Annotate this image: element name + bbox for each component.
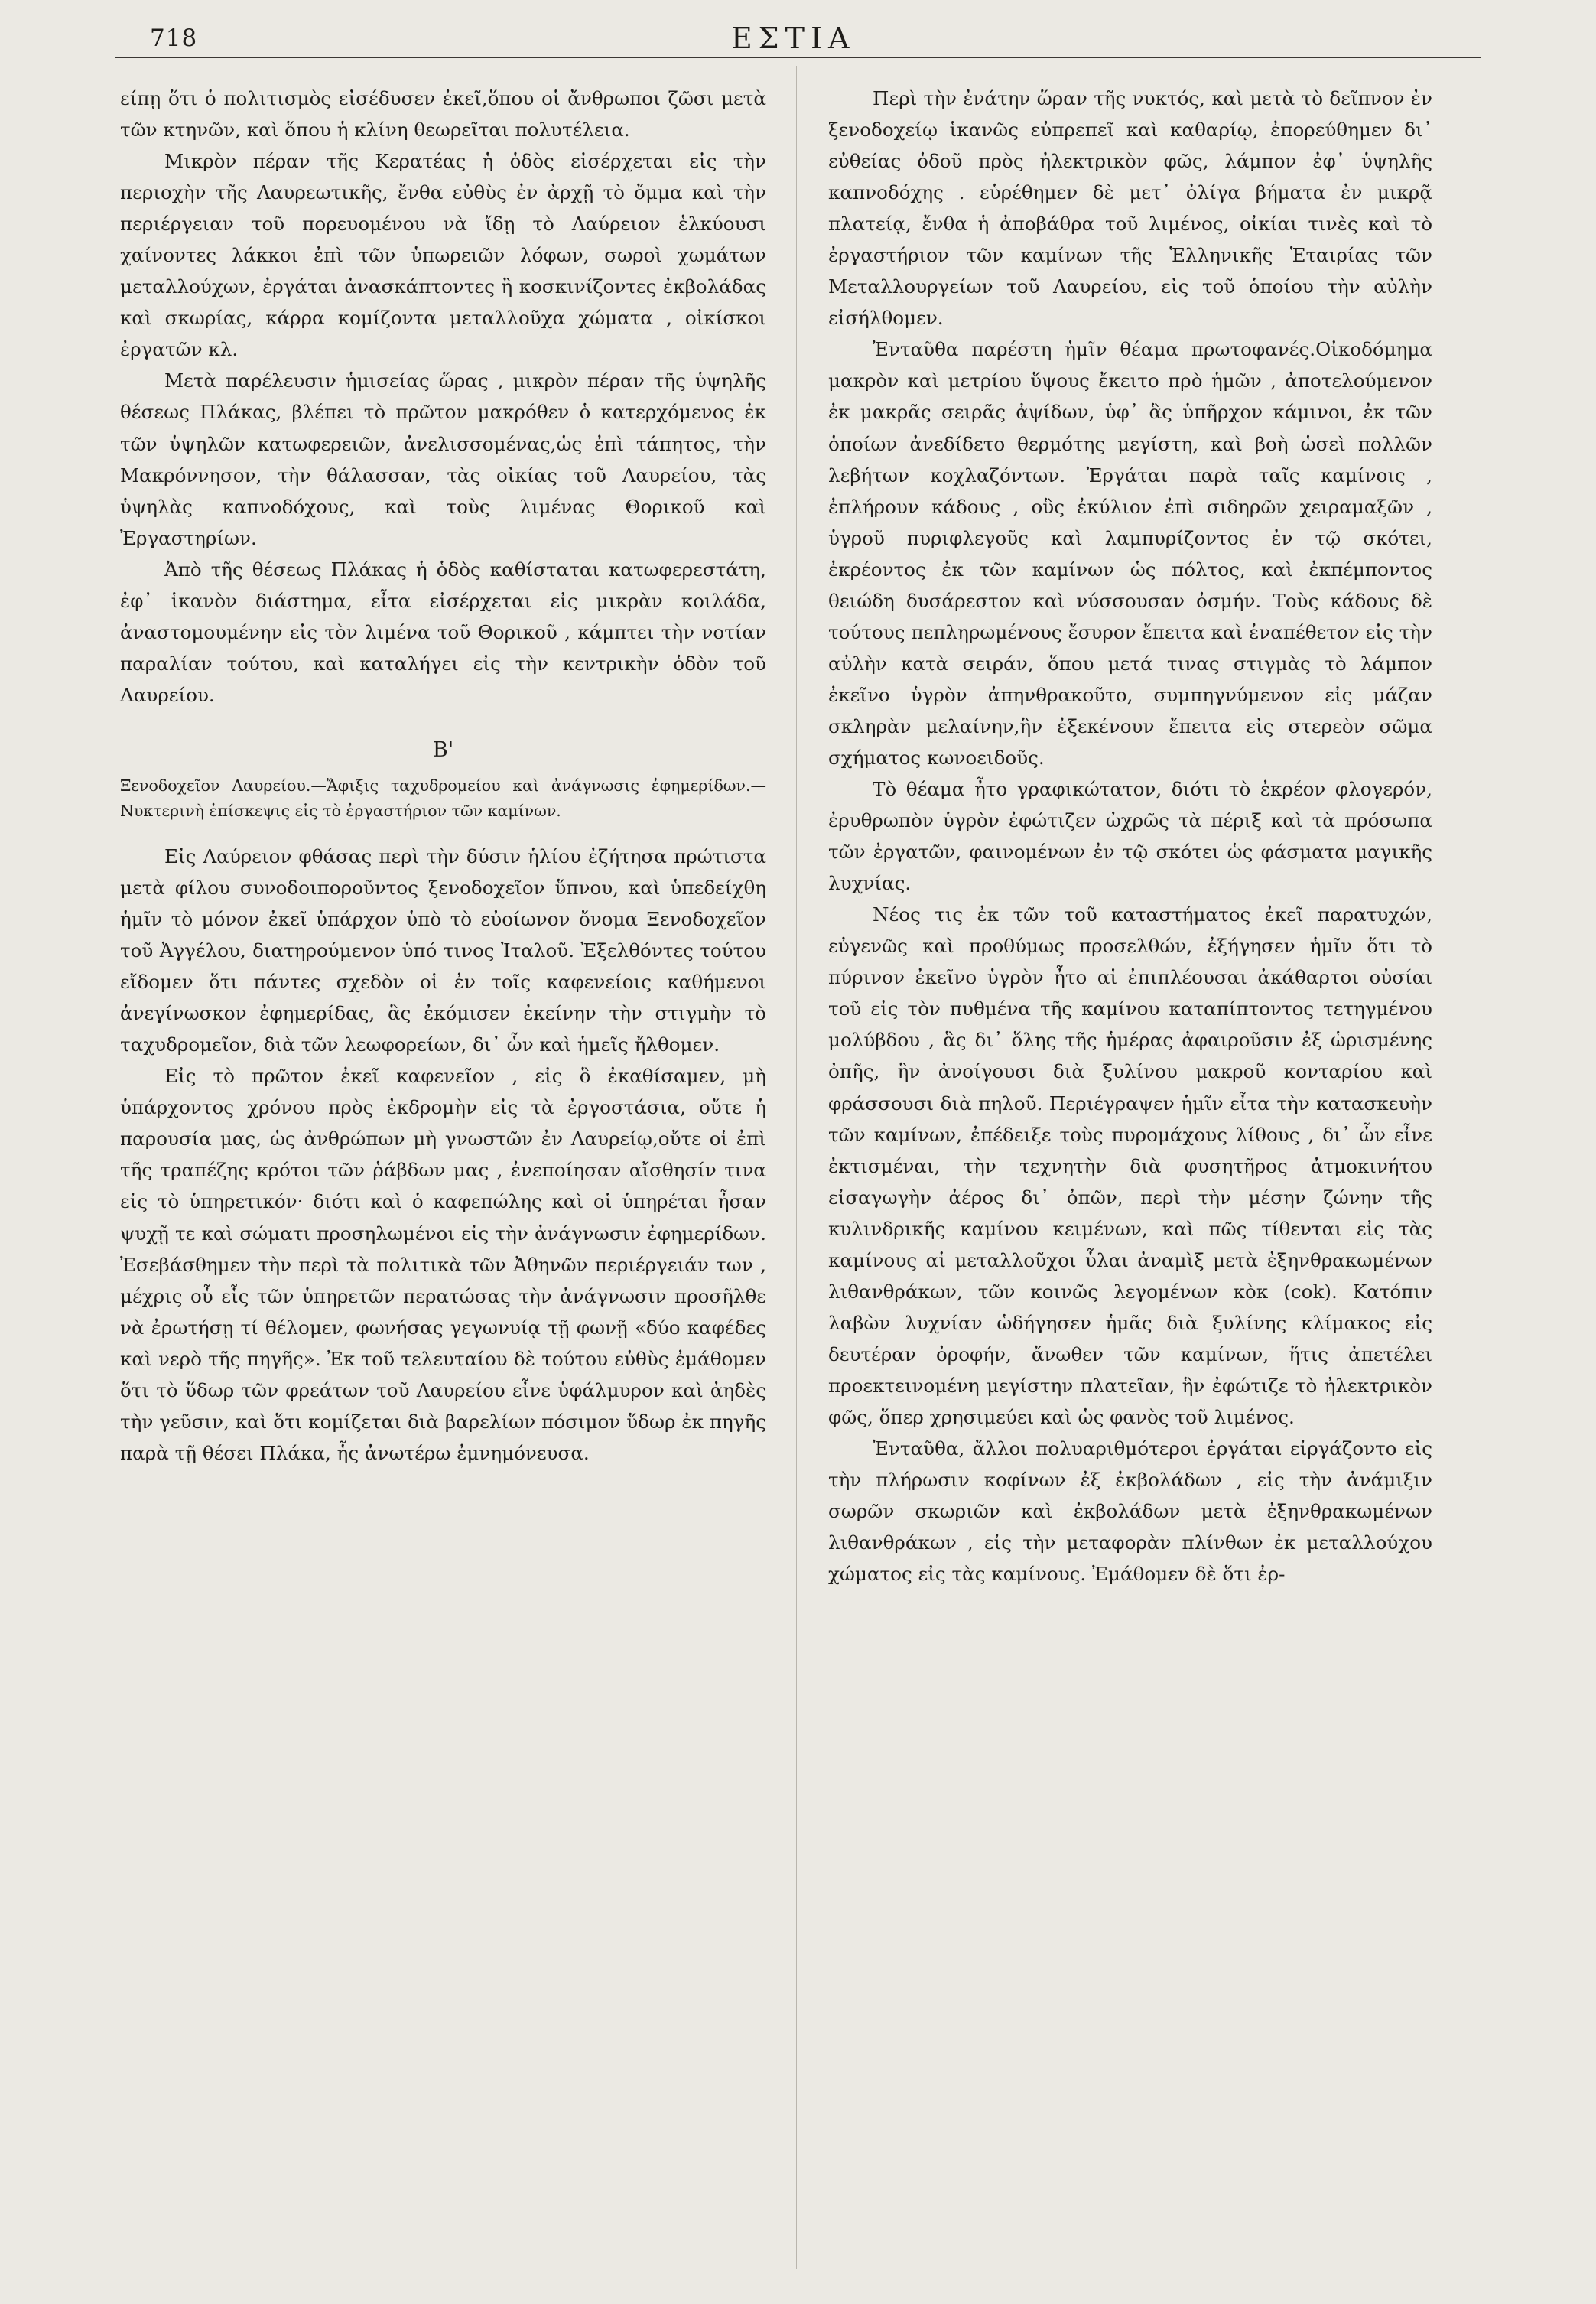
right-column [828, 83, 1432, 1590]
paragraph: Μικρὸν πέραν τῆς Κερατέας ἡ ὁδὸς εἰσέρχεται εἰς τὴν περιοχὴν τῆς Λαυρεωτικῆς, ἔνθα εὐθὺς ἐν ἀρχῇ τὸ ὄμμα καὶ τὴν περιέργειαν τοῦ πορευομένου νὰ ἴδῃ τὸ Λαύρειον ἑλκύουσι χαίνοντες λάκκοι ἐπὶ τῶν ὑπωρειῶν λόφων, σωροὶ χωμάτων μεταλλούχων, ἐργάται ἀνασκάπτοντες ἢ κοσκινίζοντες ἐκβολάδας καὶ σκωρίας, κάρρα κομίζοντα μεταλλοῦχα χώματα , οἰκίσκοι ἐργατῶν κλ. [120, 150, 766, 361]
paragraph: Περὶ τὴν ἐνάτην ὥραν τῆς νυκτός, καὶ μετὰ τὸ δεῖπνον ἐν ξενοδοχείῳ ἱκανῶς εὐπρεπεῖ καὶ καθαρίῳ, ἐπορεύθημεν δι᾽ εὐθείας ὁδοῦ πρὸς ἠλεκτρικὸν φῶς, λάμπον ἐφ᾽ ὑψηλῆς καπνοδόχης . εὑρέθημεν δὲ μετ᾽ ὀλίγα βήματα ἐν μικρᾷ πλατείᾳ, ἔνθα ἡ ἀποβάθρα τοῦ λιμένος, οἰκίαι τινὲς καὶ τὸ ἐργαστήριον τῶν καμίνων τῆς Ἑλληνικῆς Ἑταιρίας τῶν Μεταλλουργείων τοῦ Λαυρείου, εἰς τοῦ ὁποίου τὴν αὐλὴν εἰσήλθομεν. [828, 87, 1432, 330]
paragraph: Ἐνταῦθα, ἄλλοι πολυαριθμότεροι ἐργάται εἰργάζοντο εἰς τὴν πλήρωσιν κοφίνων ἐξ ἐκβολάδων , εἰς τὴν ἀνάμιξιν σωρῶν σκωριῶν καὶ ἐκβολάδων μετὰ ἐξηνθρακωμένων λιθανθράκων , εἰς τὴν μεταφορὰν πλίνθων ἐκ μεταλλούχου χώματος εἰς τὰς καμίνους. Ἐμάθομεν δὲ ὅτι ἐρ- [828, 1437, 1432, 1586]
page-number: 718 [150, 24, 198, 52]
paragraph: Ἐνταῦθα παρέστη ἡμῖν θέαμα πρωτοφανές.Οἰκοδόμημα μακρὸν καὶ μετρίου ὕψους ἔκειτο πρὸ ἡμῶν , ἀποτελούμενον ἐκ μακρᾶς σειρᾶς ἀψίδων, ὑφ᾽ ἃς ὑπῆρχον κάμινοι, ἐκ τῶν ὁποίων ἀνεδίδετο θερμότης μεγίστη, καὶ βοὴ ὡσεὶ πολλῶν λεβήτων κοχλαζόντων. Ἐργάται παρὰ ταῖς καμίνοις , ἐπλήρουν κάδους , οὓς ἐκύλιον ἐπὶ σιδηρῶν χειραμαξῶν , ὑγροῦ πυριφλεγοῦς καὶ λαμπυρίζοντος ἐν τῷ σκότει, ἐκρέοντος ἐκ τῶν καμίνων ὡς πόλτος, καὶ ἐκπέμποντος θειώδη δυσάρεστον καὶ νύσσουσαν ὀσμήν. Τοὺς κάδους δὲ τούτους πεπληρωμένους ἔσυρον ἔπειτα καὶ ἐναπέθετον εἰς τὴν αὐλὴν κατὰ σειράν, ὅπου μετά τινας στιγμὰς τὸ λάμπον ἐκεῖνο ὑγρὸν ἀπηνθρακοῦτο, συμπηγνύμενον εἰς μάζαν σκληρὰν μελαίνην,ἣν ἐξεκένουν ἔπειτα εἰς στερεὸν σῶμα σχήματος κωνοειδοῦς. [828, 338, 1432, 769]
running-title: ΕΣΤΙΑ [731, 21, 856, 55]
paragraph: Εἰς τὸ πρῶτον ἐκεῖ καφενεῖον , εἰς ὃ ἐκαθίσαμεν, μὴ ὑπάρχοντος χρόνου πρὸς ἐκδρομὴν εἰς τὰ ἐργοστάσια, οὔτε ἡ παρουσία μας, ὡς ἀνθρώπων μὴ γνωστῶν ἐν Λαυρείῳ,οὔτε οἱ ἐπὶ τῆς τραπέζης κρότοι τῶν ῥάβδων μας , ἐνεποίησαν αἴσθησίν τινα εἰς τὸ ὑπηρετικόν· διότι καὶ ὁ καφεπώλης καὶ οἱ ὑπηρέται ἦσαν ψυχῇ τε καὶ σώματι προσηλωμένοι εἰς τὴν ἀνάγνωσιν ἐφημερίδων. Ἐσεβάσθημεν τὴν περὶ τὰ πολιτικὰ τῶν Ἀθηνῶν περιέργειάν των , μέχρις οὗ εἷς τῶν ὑπηρετῶν περατώσας τὴν ἀνάγνωσιν προσῆλθε νὰ ἐρωτήσῃ τί θέλομεν, φωνήσας γεγωνυίᾳ τῇ φωνῇ «δύο καφέδες καὶ νερὸ τῆς πηγῆς». Ἐκ τοῦ τελευταίου δὲ τούτου εὐθὺς ἐμάθομεν ὅτι τὸ ὕδωρ τῶν φρεάτων τοῦ Λαυρείου εἶνε ὑφάλμυρον καὶ ἀηδὲς τὴν γεῦσιν, καὶ ὅτι κομίζεται διὰ βαρελίων πόσιμον ὕδωρ ἐκ πηγῆς παρὰ τῇ θέσει Πλάκα, ἧς ἀνωτέρω ἐμνημόνευσα. [120, 1065, 766, 1464]
paragraph: Μετὰ παρέλευσιν ἡμισείας ὥρας , μικρὸν πέραν τῆς ὑψηλῆς θέσεως Πλάκας, βλέπει τὸ πρῶτον μακρόθεν ὁ κατερχόμενος ἐκ τῶν ὑψηλῶν κατωφερειῶν, ἀνελισσομένας,ὡς ἐπὶ τάπητος, τὴν Μακρόννησον, τὴν θάλασσαν, τὰς οἰκίας τοῦ Λαυρείου, τὰς ὑψηλὰς καπνοδόχους, καὶ τοὺς λιμένας Θορικοῦ καὶ Ἐργαστηρίων. [120, 369, 766, 549]
section-summary: Ξενοδοχεῖον Λαυρείου.—Ἄφιξις ταχυδρομείου καὶ ἀνάγνωσις ἐφημερίδων.—Νυκτερινὴ ἐπίσκεψις εἰς τὸ ἐργαστήριον τῶν καμίνων. [120, 776, 766, 820]
section-heading: Β' [432, 737, 454, 762]
paragraph: Νέος τις ἐκ τῶν τοῦ καταστήματος ἐκεῖ παρατυχών, εὐγενῶς καὶ προθύμως προσελθών, ἐξήγησεν ἡμῖν ὅτι τὸ πύρινον ἐκεῖνο ὑγρὸν ἦτο αἱ ἐπιπλέουσαι ἀκάθαρτοι οὐσίαι τοῦ εἰς τὸν πυθμένα τῆς καμίνου καταπίπτοντος τετηγμένου μολύβδου , ἃς δι᾽ ὅλης τῆς ἡμέρας ἀφαιροῦσιν ἐξ ὡρισμένης ὀπῆς, ἣν ἀνοίγουσι διὰ ξυλίνου μακροῦ κονταρίου καὶ φράσσουσι διὰ πηλοῦ. Περιέγραψεν ἡμῖν εἶτα τὴν κατασκευὴν τῶν καμίνων, ἐπέδειξε τοὺς πυρομάχους λίθους , δι᾽ ὧν εἶνε ἐκτισμέναι, τὴν τεχνητὴν διὰ φυσητῆρος ἀτμοκινήτου εἰσαγωγὴν ἀέρος δι᾽ ὀπῶν, περὶ τὴν μέσην ζώνην τῆς κυλινδρικῆς καμίνου κειμένων, καὶ πῶς τίθενται εἰς τὰς καμίνους αἱ μεταλλοῦχοι ὗλαι ἀναμὶξ μετὰ ἐξηνθρακωμένων λιθανθράκων, τῶν κοινῶς λεγομένων κὸκ (cok). Κατόπιν λαβὼν λυχνίαν ὡδήγησεν ἡμᾶς διὰ ξυλίνης κλίμακος εἰς δευτέραν ὀροφήν, ἄνωθεν τῶν καμίνων, ἥτις ἀπετέλει προεκτεινομένη μεγίστην πλατεῖαν, ἣν ἐφώτιζε τὸ ἠλεκτρικὸν φῶς, ὅπερ χρησιμεύει καὶ ὡς φανὸς τοῦ λιμένος. [828, 903, 1432, 1428]
paragraph: Εἰς Λαύρειον φθάσας περὶ τὴν δύσιν ἡλίου ἐζήτησα πρώτιστα μετὰ φίλου συνοδοιποροῦντος ξενοδοχεῖον ὕπνου, καὶ ὑπεδείχθη ἡμῖν τὸ μόνον ἐκεῖ ὑπάρχον ὑπὸ τὸ εὐοίωνον ὄνομα Ξενοδοχεῖον τοῦ Ἀγγέλου, διατηρούμενον ὑπό τινος Ἰταλοῦ. Ἐξελθόντες τούτου εἴδομεν ὅτι πάντες σχεδὸν οἱ ἐν τοῖς καφενείοις καθήμενοι ἀνεγίνωσκον ἐφημερίδας, ἃς ἐκόμισεν ἐκείνην τὴν στιγμὴν τὸ ταχυδρομεῖον, διὰ τῶν λεωφορείων, δι᾽ ὧν καὶ ἡμεῖς ἤλθομεν. [120, 844, 766, 1056]
header-rule [115, 57, 1481, 58]
left-column [120, 83, 766, 1469]
paragraph: είπῃ ὅτι ὁ πολιτισμὸς εἰσέδυσεν ἐκεῖ,ὅπου οἱ ἄνθρωποι ζῶσι μετὰ τῶν κτηνῶν, καὶ ὅπου ἡ κλίνη θεωρεῖται πολυτέλεια. [120, 87, 766, 142]
paragraph: Τὸ θέαμα ἦτο γραφικώτατον, διότι τὸ ἐκρέον φλογερόν, ἐρυθρωπὸν ὑγρὸν ἐφώτιζεν ὠχρῶς τὰ πέριξ καὶ τὰ πρόσωπα τῶν ἐργατῶν, φαινομένων ἐν τῷ σκότει ὡς φάσματα μαγικῆς λυχνίας. [828, 778, 1432, 895]
column-divider [796, 66, 797, 2269]
paragraph: Ἀπὸ τῆς θέσεως Πλάκας ἡ ὁδὸς καθίσταται κατωφερεστάτη, ἐφ᾽ ἱκανὸν διάστημα, εἶτα εἰσέρχεται εἰς μικρὰν κοιλάδα, ἀναστομουμένην εἰς τὸν λιμένα τοῦ Θορικοῦ , κάμπτει τὴν νοτίαν παραλίαν τούτου, καὶ καταλήγει εἰς τὴν κεντρικὴν ὁδὸν τοῦ Λαυρείου. [120, 558, 766, 706]
